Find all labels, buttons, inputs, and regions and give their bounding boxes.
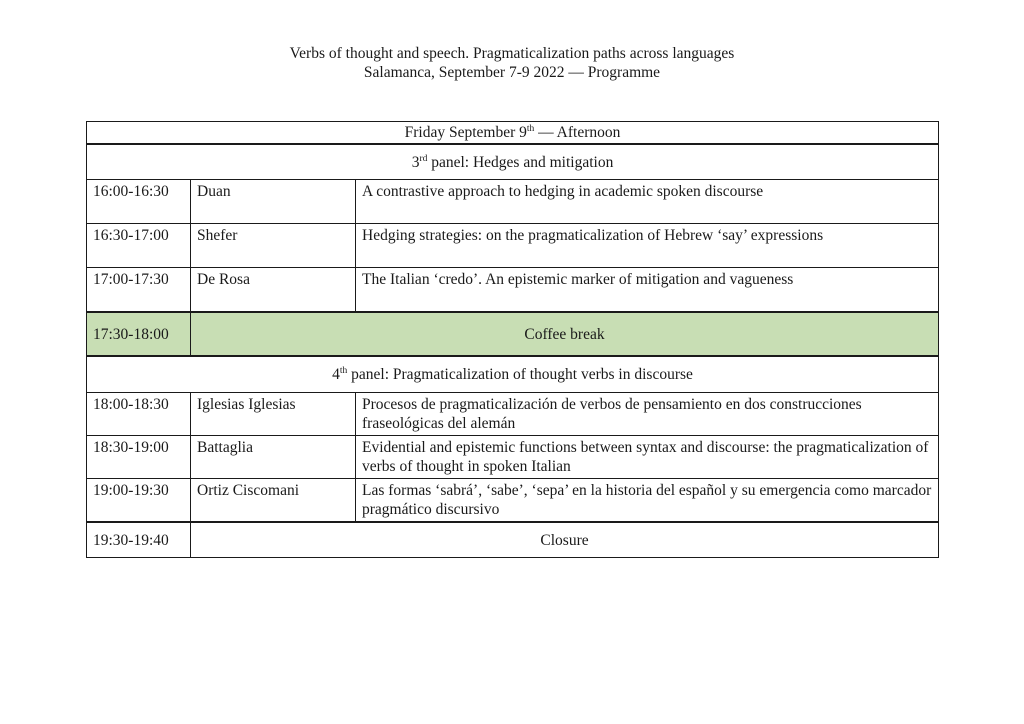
talk-speaker: De Rosa	[191, 268, 356, 313]
day-header-session: — Afternoon	[534, 124, 621, 141]
talk-time: 18:30-19:00	[87, 436, 191, 479]
coffee-break-label: Coffee break	[191, 312, 939, 356]
table-row	[87, 268, 939, 313]
talk-time: 16:30-17:00	[87, 224, 191, 268]
talk-speaker: Ortiz Ciscomani	[191, 479, 356, 523]
talk-time: 19:00-19:30	[87, 479, 191, 523]
talk-speaker: Shefer	[191, 224, 356, 268]
talk-time: 18:00-18:30	[87, 393, 191, 436]
talk-title: A contrastive approach to hedging in academic spoken discourse	[356, 180, 939, 224]
talk-title: The Italian ‘credo’. An epistemic marker of mitigation and vagueness	[356, 268, 939, 313]
panel-label: panel: Pragmaticalization of thought verbs in discourse	[347, 366, 693, 383]
closure-time: 19:30-19:40	[87, 522, 191, 558]
day-header-row	[87, 122, 939, 145]
closure-label: Closure	[191, 522, 939, 558]
table-row	[87, 393, 939, 436]
day-header-ordinal: th	[526, 124, 535, 134]
closure-row	[87, 522, 939, 558]
panel-header-row	[87, 356, 939, 393]
panel-number: 4	[332, 366, 340, 383]
panel-4-header	[87, 356, 939, 393]
conference-subtitle: Salamanca, September 7-9 2022 — Programme	[363, 64, 661, 81]
conference-title: Verbs of thought and speech. Pragmaticalization paths across languages	[289, 45, 735, 62]
panel-label: panel: Hedges and mitigation	[427, 153, 614, 171]
talk-time: 16:00-16:30	[87, 180, 191, 224]
talk-speaker: Duan	[191, 180, 356, 224]
panel-header-row	[87, 144, 939, 180]
talk-title: Procesos de pragmaticalización de verbos de pensamiento en dos construcciones fraseológicas del alemán	[356, 393, 939, 436]
table-row	[87, 180, 939, 224]
day-header	[87, 122, 939, 145]
panel-number: 3	[411, 153, 420, 171]
talk-title: Evidential and epistemic functions between syntax and discourse: the pragmaticalization of verbs of thought in spoken Italian	[356, 436, 939, 479]
panel-3-header	[87, 144, 939, 180]
table-row	[87, 436, 939, 479]
coffee-break-time: 17:30-18:00	[87, 312, 191, 356]
talk-title: Hedging strategies: on the pragmaticalization of Hebrew ‘say’ expressions	[356, 224, 939, 268]
programme-table	[86, 121, 939, 558]
table-row	[87, 224, 939, 268]
day-header-date: Friday September 9	[404, 124, 527, 141]
table-row	[87, 479, 939, 523]
talk-speaker: Battaglia	[191, 436, 356, 479]
panel-ordinal: th	[339, 366, 348, 376]
talk-time: 17:00-17:30	[87, 268, 191, 313]
coffee-break-row	[87, 312, 939, 356]
talk-title: Las formas ‘sabrá’, ‘sabe’, ‘sepa’ en la historia del español y su emergencia como marcador pragmático discursivo	[356, 479, 939, 523]
document-header	[0, 44, 1024, 82]
panel-ordinal: rd	[419, 153, 428, 164]
talk-speaker: Iglesias Iglesias	[191, 393, 356, 436]
